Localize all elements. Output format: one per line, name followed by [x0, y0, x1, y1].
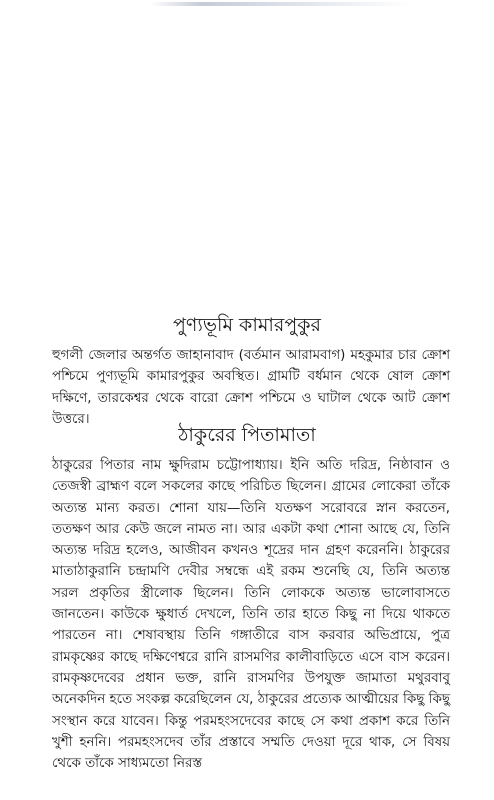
- paragraph-kamarpukur: হুগলী জেলার অন্তর্গত জাহানাবাদ (বর্তমান আরামবাগ) মহকুমার চার ক্রোশ পশ্চিমে পুণ্যভূমি কামারপুকুর অবস্থিত। গ্রামটি বর্ধমান থেকে ষোল ক্রোশ দক্ষিণে, তারকেশ্বর থেকে বারো ক্রোশ পশ্চিমে ও ঘাটাল থেকে আট ক্রোশ উত্তরে।: [52, 348, 450, 427]
- section-heading-kamarpukur: পুণ্যভূমি কামারপুকুর: [172, 314, 322, 336]
- paragraph-parents: ঠাকুরের পিতার নাম ক্ষুদিরাম চট্টোপাধ্যায়। ইনি অতি দরিদ্র, নিষ্ঠাবান ও তেজস্বী ব্রাহ্মণ বলে সকলের কাছে পরিচিত ছিলেন। গ্রামের লোকেরা তাঁকে অত্যন্ত মান্য করত। শোনা যায়—তিনি যতক্ষণ সরোবরে স্নান করতেন, ততক্ষণ আর কেউ জলে নামত না। আর একটা কথা শোনা আছে যে, তিনি অত্যন্ত দরিদ্র হলেও, আজীবন কখনও শূদ্রের দান গ্রহণ করেননি। ঠাকুরের মাতাঠাকুরানি চন্দ্রামণি দেবীর সম্বন্ধে এই রকম শুনেছি যে, তিনি অত্যন্ত সরল প্রকৃতির স্ত্রীলোক ছিলেন। তিনি লোককে অত্যন্ত ভালোবাসতে জানতেন। কাউকে ক্ষুধার্ত দেখলে, তিনি তার হাতে কিছু না দিয়ে থাকতে পারতেন না। শেষাবস্থায় তিনি গঙ্গাতীরে বাস করবার অভিপ্রায়ে, পুত্র রামকৃষ্ণের কাছে দক্ষিণেশ্বরে রানি রাসমণির কালীবাড়িতে এসে বাস করেন। রামকৃষ্ণদেবের প্রধান ভক্ত, রানি রাসমণির উপযুক্ত জামাতা মথুরবাবু অনেকদিন হতে সংকল্প করেছিলেন যে, ঠাকুরের প্রত্যেক আত্মীয়ের কিছু কিছু সংস্থান করে যাবেন। কিন্তু পরমহংসদেবের কাছে সে কথা প্রকাশ করে তিনি খুশী হননি। পরমহংসদেব তাঁর প্রস্তাবে সম্মতি দেওয়া দূরে থাক, সে বিষয় থেকে তাঁকে সাধ্যমতো নিরস্ত: [52, 458, 450, 772]
- scan-artifact: [150, 2, 410, 6]
- section-heading-parents: ঠাকুরের পিতামাতা: [178, 424, 316, 446]
